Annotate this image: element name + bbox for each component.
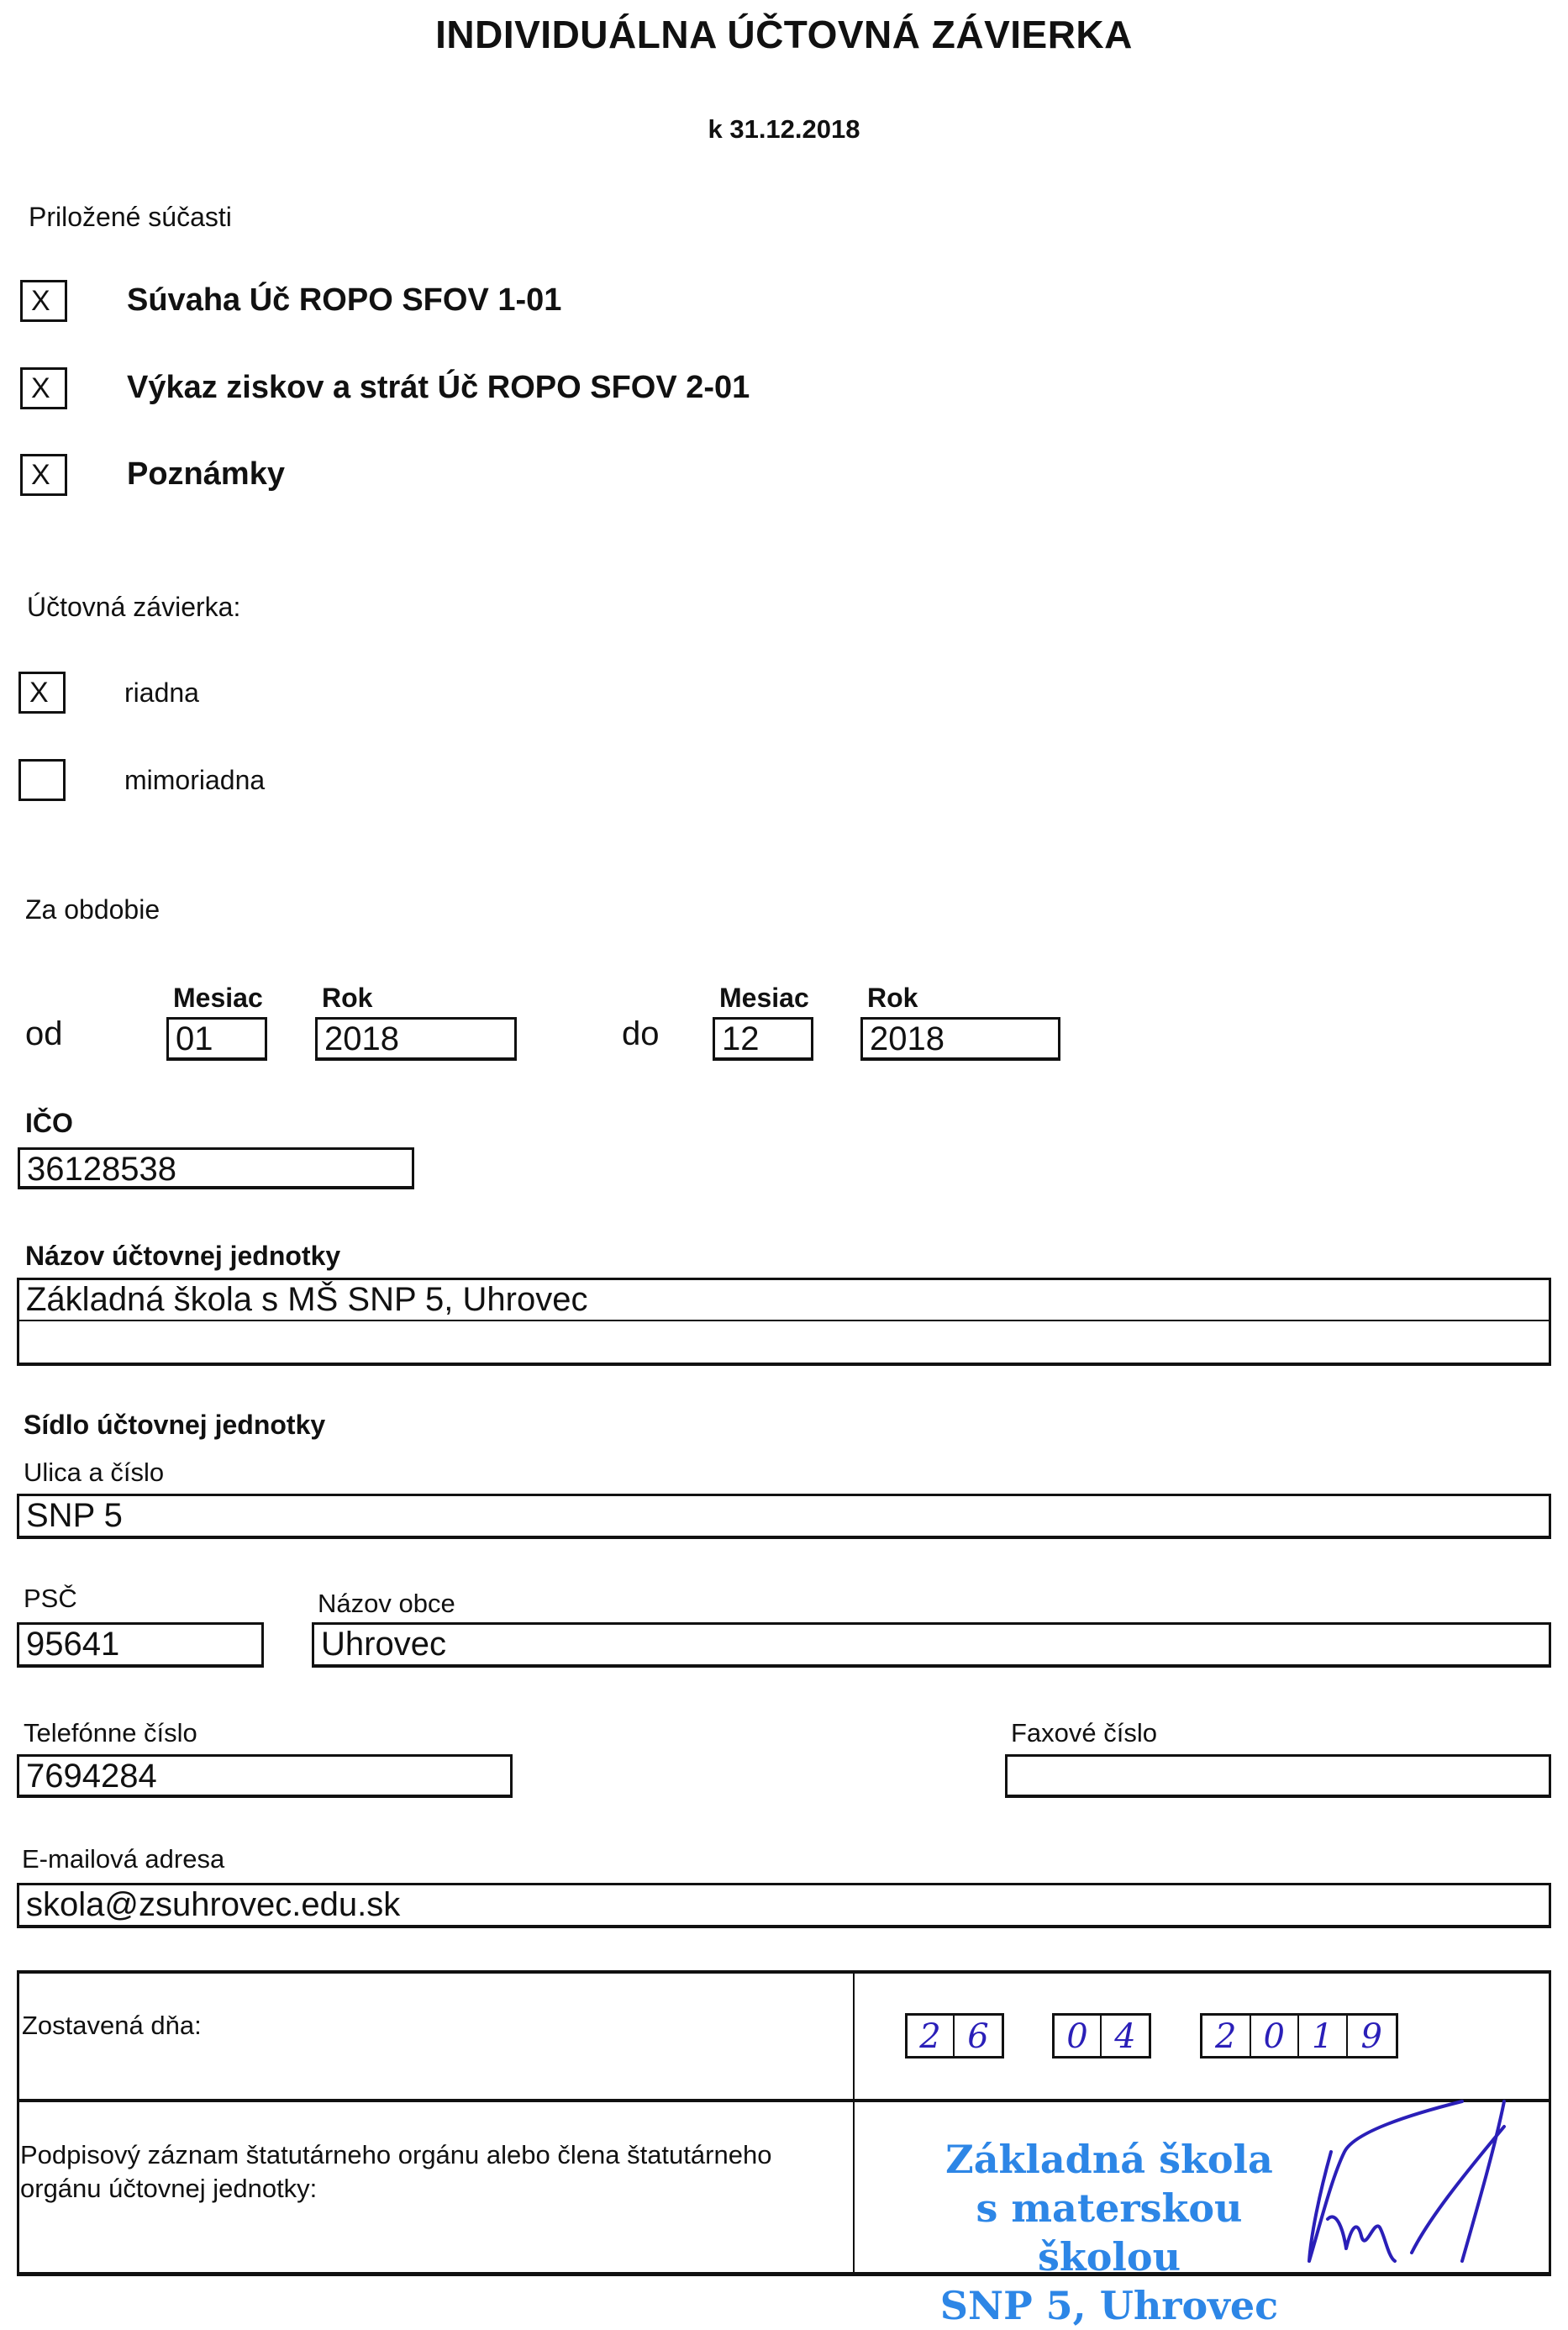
from-label: od [25, 1015, 63, 1052]
fax-field[interactable] [1005, 1754, 1551, 1798]
entity-name-label: Názov účtovnej jednotky [25, 1241, 341, 1271]
compiled-month-field[interactable] [1052, 2013, 1151, 2059]
address-heading: Sídlo účtovnej jednotky [24, 1410, 326, 1440]
closing-type-label-regular: riadna [124, 677, 199, 708]
city-label: Názov obce [318, 1589, 455, 1618]
compiled-day-field[interactable] [905, 2013, 1004, 2059]
closing-type-checkbox-regular[interactable]: X [18, 672, 66, 714]
email-field[interactable]: skola@zsuhrovec.edu.sk [17, 1883, 1551, 1928]
attachment-label-suvaha: Súvaha Úč ROPO SFOV 1-01 [127, 282, 562, 318]
signature-label: Podpisový záznam štatutárneho orgánu alebo člena štatutárneho orgánu účtovnej jednotky: [20, 2140, 772, 2203]
closing-type-label-extraordinary: mimoriadna [124, 765, 266, 795]
ico-field[interactable]: 36128538 [18, 1147, 414, 1189]
from-month-label: Mesiac [173, 983, 263, 1013]
zip-label: PSČ [24, 1584, 77, 1613]
ico-label: IČO [25, 1108, 73, 1138]
from-year-field[interactable]: 2018 [315, 1017, 517, 1061]
zip-field[interactable]: 95641 [17, 1622, 264, 1668]
stamp-line: SNP 5, Uhrovec [939, 2283, 1279, 2328]
to-year-label: Rok [867, 983, 918, 1013]
compiled-year-field[interactable] [1200, 2013, 1398, 2059]
email-label: E-mailová adresa [22, 1844, 225, 1874]
period-heading: Za obdobie [25, 894, 160, 925]
as-of-date: k 31.12.2018 [708, 114, 860, 144]
compiled-date-label: Zostavená dňa: [22, 2011, 202, 2040]
entity-name-line1-field[interactable]: Základná škola s MŠ SNP 5, Uhrovec [17, 1278, 1551, 1323]
compiled-year-digit: 1 [1299, 2016, 1348, 2056]
compiled-day-digit: 6 [967, 2017, 989, 2056]
compiled-year-digit: 0 [1251, 2016, 1300, 2056]
from-month-field[interactable]: 01 [166, 1017, 267, 1061]
document-title: INDIVIDUÁLNA ÚČTOVNÁ ZÁVIERKA [435, 13, 1133, 56]
street-field[interactable]: SNP 5 [17, 1494, 1551, 1539]
attachment-checkbox-poznamky[interactable]: X [20, 454, 67, 496]
compiled-month-digit: 4 [1114, 2017, 1136, 2056]
attachment-checkbox-suvaha[interactable]: X [20, 280, 67, 322]
phone-field[interactable]: 7694284 [17, 1754, 513, 1798]
entity-name-line2-field[interactable] [17, 1320, 1551, 1366]
closing-type-heading: Účtovná závierka: [27, 592, 241, 622]
to-month-field[interactable]: 12 [713, 1017, 813, 1061]
from-year-label: Rok [322, 983, 373, 1013]
compiled-month-digit: 0 [1055, 2016, 1102, 2056]
city-field[interactable]: Uhrovec [312, 1622, 1551, 1668]
attachments-heading: Priložené súčasti [29, 202, 232, 232]
to-month-label: Mesiac [719, 983, 809, 1013]
attachment-label-poznamky: Poznámky [127, 456, 285, 492]
street-label: Ulica a číslo [24, 1458, 165, 1487]
phone-label: Telefónne číslo [24, 1718, 197, 1748]
closing-type-checkbox-extraordinary[interactable] [18, 759, 66, 801]
fax-label: Faxové číslo [1011, 1718, 1158, 1748]
compiled-year-digit: 2 [1202, 2016, 1251, 2056]
to-year-field[interactable]: 2018 [860, 1017, 1060, 1061]
attachment-checkbox-vykaz[interactable]: X [20, 367, 67, 409]
attachment-label-vykaz: Výkaz ziskov a strát Úč ROPO SFOV 2-01 [127, 370, 750, 405]
organization-stamp [899, 2135, 1319, 2330]
compiled-year-digit: 9 [1360, 2017, 1382, 2056]
handwritten-signature-icon [1294, 2093, 1546, 2286]
stamp-line: Základná škola [945, 2137, 1273, 2182]
table-column-divider [853, 1970, 855, 2276]
compiled-day-digit: 2 [908, 2016, 955, 2056]
stamp-line: s materskou školou [976, 2185, 1243, 2280]
to-label: do [622, 1015, 660, 1052]
